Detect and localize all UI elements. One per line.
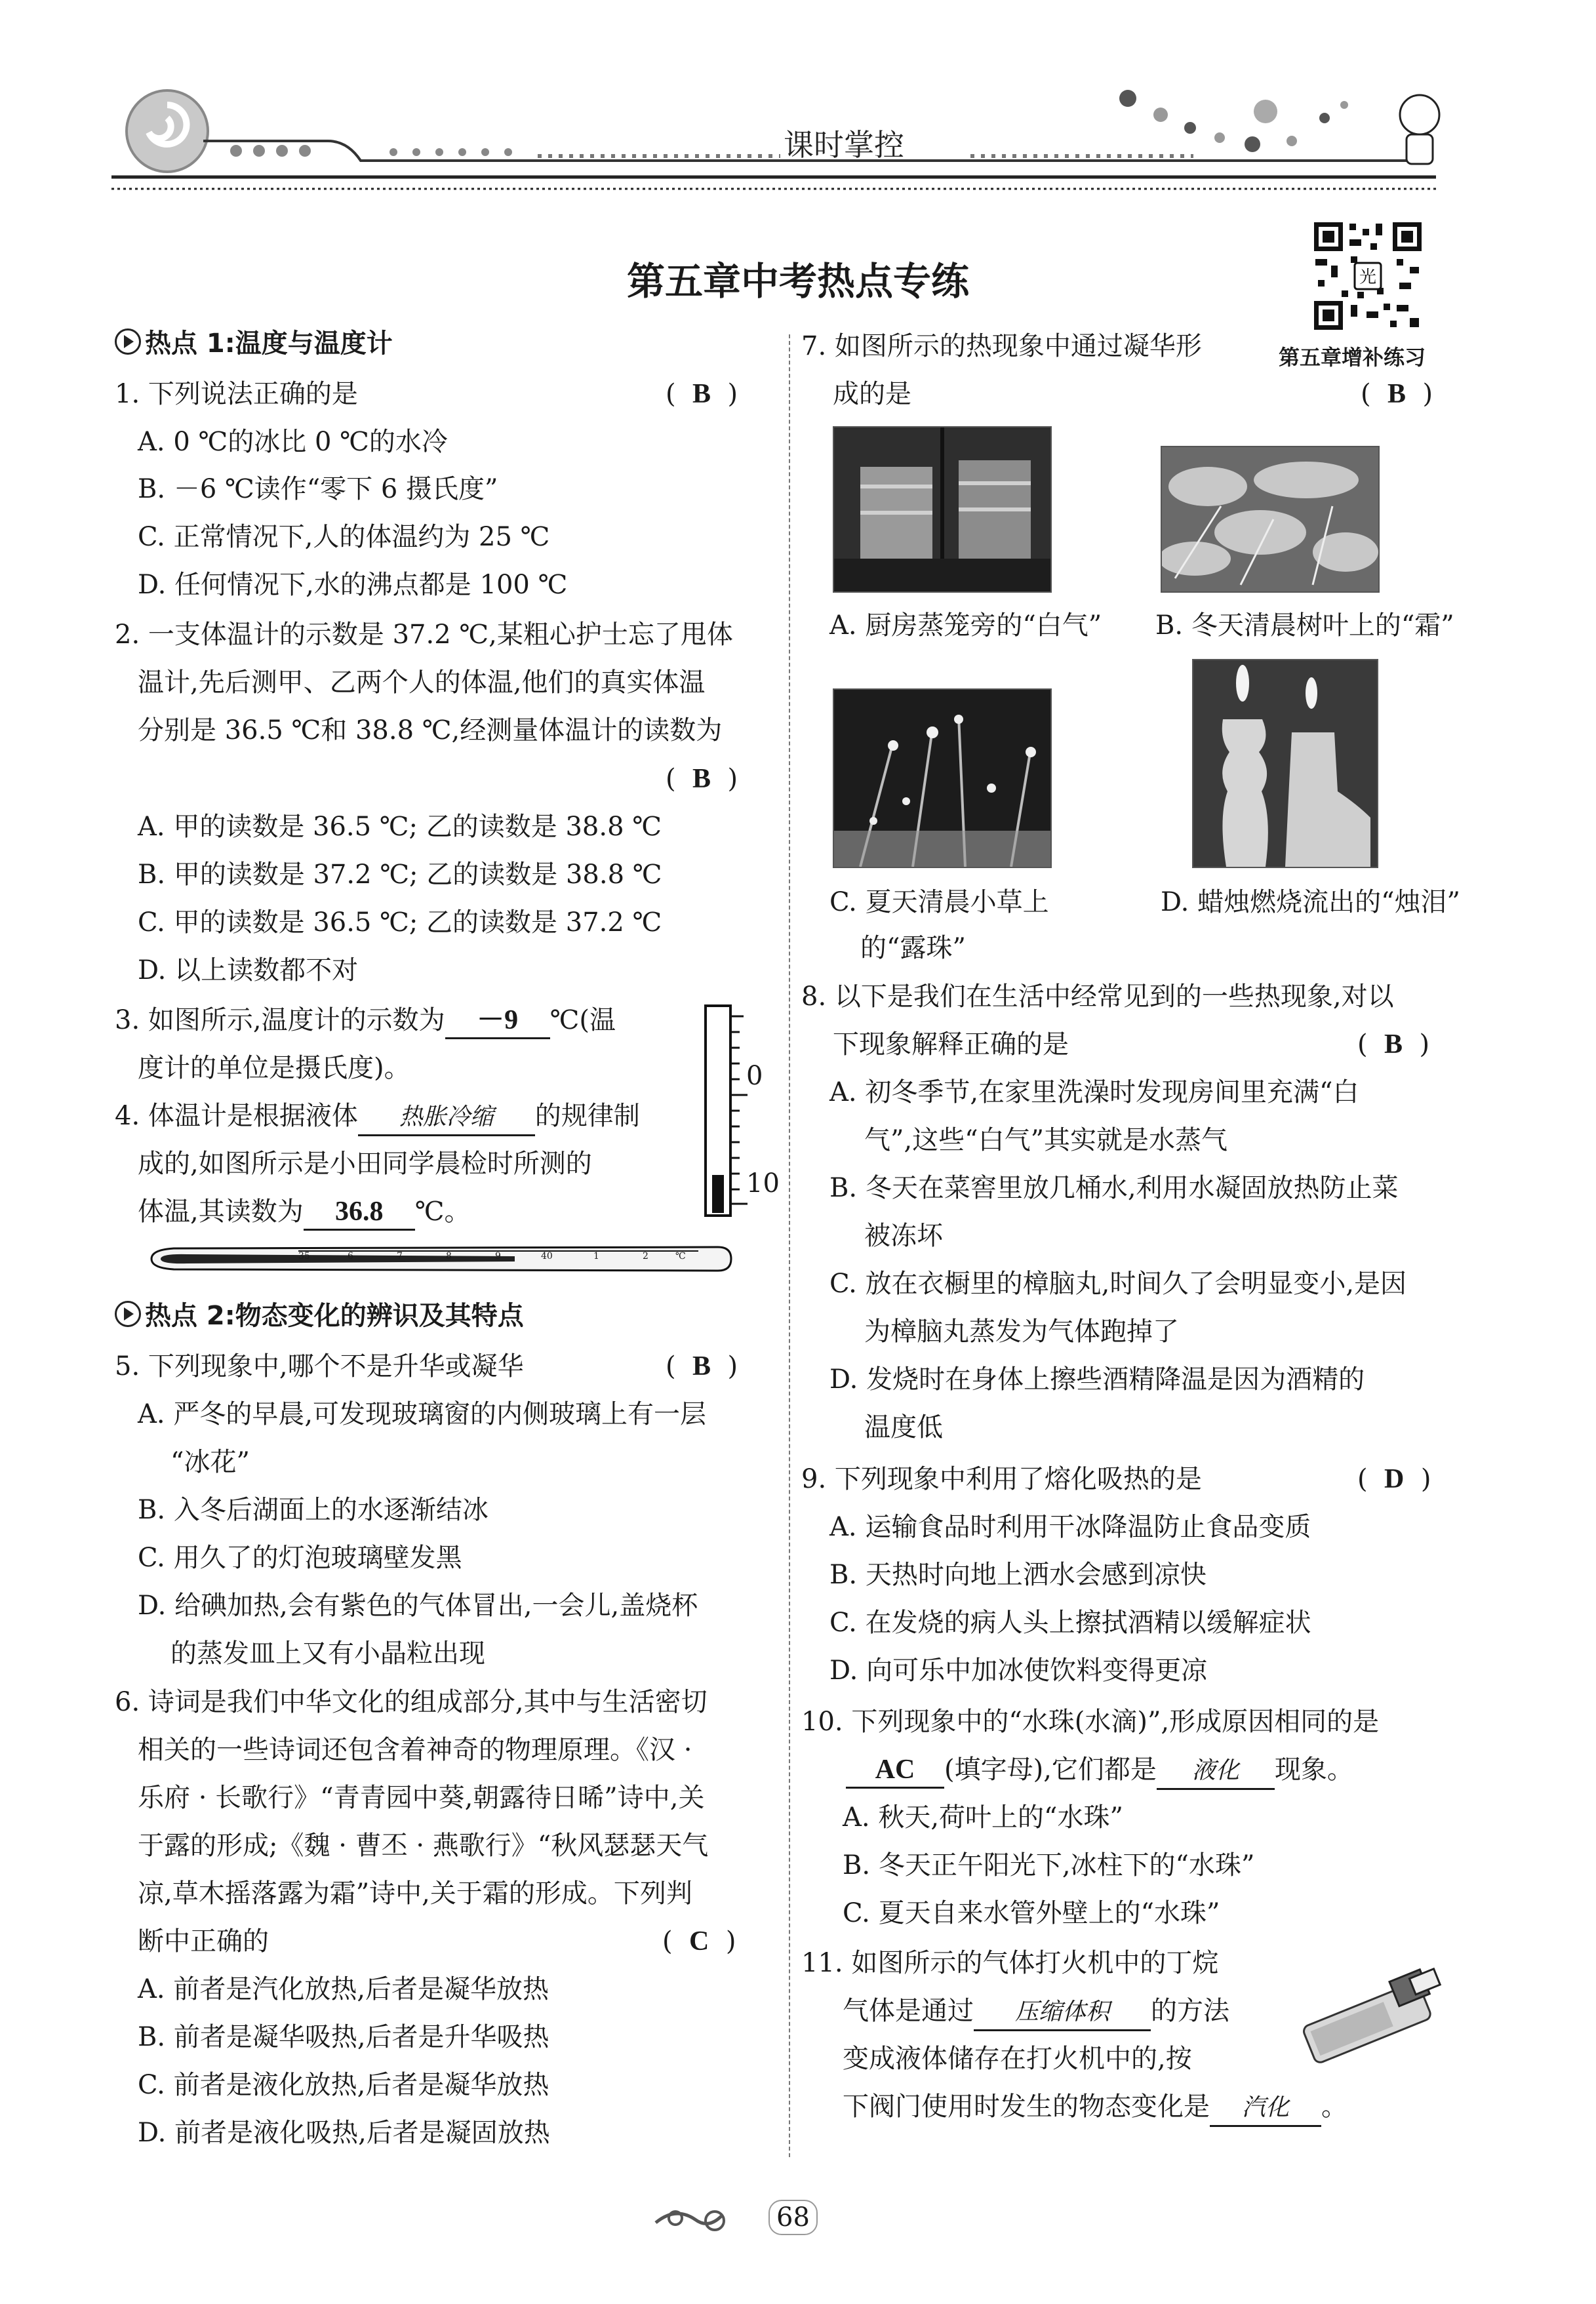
q9-stem: 9. 下列现象中利用了熔化吸热的是 [801,1464,1202,1494]
q7-line2: 成的是 [833,379,911,409]
q11-answer-blank: 压缩体积 [974,1995,1151,2031]
q4-pre: 4. 体温计是根据液体 [115,1101,358,1131]
thermometer-label-top: 0 [746,1061,763,1091]
q10-answer2-blank: 液化 [1157,1754,1275,1790]
q7-line1: 7. 如图所示的热现象中通过凝华形 [801,331,1202,361]
q9-option-c: C. 在发烧的病人头上擦拭酒精以缓解症状 [829,1608,1311,1638]
q6-line6: 断中正确的 [138,1926,269,1956]
q6-option-c: C. 前者是液化放热,后者是凝华放热 [138,2070,549,2100]
q4-line1 [115,1092,640,1140]
dew-drawing [834,690,1050,867]
svg-text:光: 光 [1359,268,1377,287]
q2-option-d: D. 以上读数都不对 [138,955,359,985]
q2-option-a: A. 甲的读数是 36.5 ℃; 乙的读数是 38.8 ℃ [138,812,662,842]
q3-answer-blank: －9 [445,1003,550,1039]
q5-answer: B [692,1351,711,1381]
q11-line2 [843,1987,1229,2035]
q8-answer: B [1384,1029,1403,1060]
photo-candles [1192,659,1378,868]
q1-answer-bracket: ( B ) [666,379,738,409]
photo-frost [1161,446,1380,593]
q10-option-a: A. 秋天,荷叶上的“水珠” [843,1802,1123,1833]
q8-answer-bracket: ( B ) [1357,1029,1430,1060]
page-title: 第五章中考热点专练 [626,259,969,304]
q8-line1: 8. 以下是我们在生活中经常见到的一些热现象,对以 [801,982,1394,1012]
photo-dew [833,688,1052,868]
q3-line2: 度计的单位是摄氏度)。 [138,1053,410,1083]
q10-post: 现象。 [1274,1755,1353,1785]
hotspot1-text: 热点 1:温度与温度计 [145,328,393,359]
q8-option-b-cont: 被冻坏 [864,1221,943,1251]
q11-line1: 11. 如图所示的气体打火机中的丁烷 [801,1948,1219,1978]
q2-answer-bracket: ( B ) [666,764,738,794]
q10-mid: (填字母),它们都是 [944,1755,1157,1785]
clinical-tick-7: 7 [397,1251,403,1261]
column-divider [789,334,790,2157]
q5-stem: 5. 下列现象中,哪个不是升华或凝华 [115,1351,524,1381]
q10-answer-blank: AC [846,1753,944,1789]
q6-line4: 于露的形成;《魏 · 曹丕 · 燕歌行》“秋风瑟瑟天气 [138,1831,709,1861]
clinical-scale [298,1251,698,1273]
q4-line2: 成的,如图所示是小田同学晨检时所测的 [138,1149,592,1179]
candles-drawing [1193,660,1377,867]
q11-line4-pre: 下阀门使用时发生的物态变化是 [843,2092,1210,2122]
q6-option-a: A. 前者是汽化放热,后者是凝华放热 [138,1974,549,2004]
q6-option-d: D. 前者是液化吸热,后者是凝固放热 [138,2118,550,2148]
q9-option-a: A. 运输食品时利用干冰降温防止食品变质 [829,1512,1311,1542]
clinical-unit: ℃ [675,1251,686,1261]
q6-answer-bracket: ( C ) [662,1926,736,1956]
q3-post: ℃(温 [549,1005,616,1035]
q1-option-b: B. －6 ℃读作“零下 6 摄氏度” [138,474,498,504]
q6-line3: 乐府 · 长歌行》“青青园中葵,朝露待日晞”诗中,关 [138,1783,705,1813]
q7-caption-a: A. 厨房蒸笼旁的“白气” [829,610,1102,641]
q7-answer: B [1387,379,1406,409]
q2-option-b: B. 甲的读数是 37.2 ℃; 乙的读数是 38.8 ℃ [138,860,662,890]
q8-option-c: C. 放在衣橱里的樟脑丸,时间久了会明显变小,是因 [829,1269,1407,1299]
q7-caption-c2: 的“露珠” [860,933,966,963]
frost-drawing [1162,447,1378,591]
play-marker-icon [115,1301,141,1327]
q1-answer: B [692,379,711,409]
q2-line3: 分别是 36.5 ℃和 38.8 ℃,经测量体温计的读数为 [138,715,723,745]
q6-option-b: B. 前者是凝华吸热,后者是升华吸热 [138,2022,549,2052]
q11-line4-post: 。 [1321,2092,1347,2122]
header-label: 课时掌控 [784,127,904,163]
qr-caption: 第五章增补练习 [1279,345,1426,370]
q1-option-a: A. 0 ℃的冰比 0 ℃的水冷 [138,427,448,457]
q8-line2: 下现象解释正确的是 [833,1029,1069,1060]
q11-line2-post: 的方法 [1151,1996,1229,2026]
q7-caption-c1: C. 夏天清晨小草上 [829,887,1049,917]
q6-answer: C [689,1926,709,1956]
page-number: 68 [768,2200,818,2235]
q7-caption-d: D. 蜡烛燃烧流出的“烛泪” [1161,887,1460,917]
q8-option-a-cont: 气”,这些“白气”其实就是水蒸气 [864,1125,1228,1155]
q11-answer2-blank: 汽化 [1210,2091,1321,2127]
q6-line1: 6. 诗词是我们中华文化的组成部分,其中与生活密切 [115,1687,708,1717]
q1-option-d: D. 任何情况下,水的沸点都是 100 ℃ [138,570,568,600]
lighter-drawing [1288,1954,1459,2072]
q2-line2: 温计,先后测甲、乙两个人的体温,他们的真实体温 [138,667,706,698]
q1-stem: 1. 下列说法正确的是 [115,379,358,409]
q5-option-b: B. 入冬后湖面上的水逐渐结冰 [138,1495,489,1525]
q5-option-a: A. 严冬的早晨,可发现玻璃窗的内侧玻璃上有一层 [138,1399,707,1429]
q5-option-d: D. 给碘加热,会有紫色的气体冒出,一会儿,盖烧杯 [138,1591,698,1621]
q9-option-b: B. 天热时向地上洒水会感到凉快 [829,1560,1207,1590]
q11-line4 [843,2083,1347,2130]
clinical-tick-1: 1 [593,1251,599,1261]
clinical-tick-2: 2 [643,1251,648,1261]
q10-stem: 10. 下列现象中的“水珠(水滴)”,形成原因相同的是 [801,1707,1380,1737]
q3-pre: 3. 如图所示,温度计的示数为 [115,1005,445,1035]
q4-line3-pre: 体温,其读数为 [138,1197,304,1227]
q4-post: 的规律制 [534,1101,640,1131]
q5-option-a-cont: “冰花” [170,1447,250,1477]
q6-line2: 相关的一些诗词还包含着神奇的物理原理。《汉 · [138,1735,692,1765]
steamer-drawing [834,427,1050,591]
hotspot2-heading [115,1295,524,1332]
q2-option-c: C. 甲的读数是 36.5 ℃; 乙的读数是 37.2 ℃ [138,907,662,938]
q5-option-d-cont: 的蒸发皿上又有小晶粒出现 [170,1639,485,1669]
play-marker-icon [115,328,141,355]
q4-line3-post: ℃。 [414,1197,471,1227]
q8-option-c-cont: 为樟脑丸蒸发为气体跑掉了 [864,1317,1179,1347]
q5-answer-bracket: ( B ) [666,1351,738,1381]
q4-answer2-blank: 36.8 [304,1195,415,1231]
photo-steamer [833,426,1052,593]
q8-option-d: D. 发烧时在身体上擦些酒精降温是因为酒精的 [829,1364,1365,1395]
clinical-tick-8: 8 [446,1251,452,1261]
q5-option-c: C. 用久了的灯泡玻璃壁发黑 [138,1543,462,1573]
hotspot2-text: 热点 2:物态变化的辨识及其特点 [145,1301,524,1331]
q1-option-c: C. 正常情况下,人的体温约为 25 ℃ [138,522,550,552]
q4-line3 [138,1188,470,1235]
q10-option-b: B. 冬天正午阳光下,冰柱下的“水珠” [843,1850,1255,1880]
lighter-figure [1288,1954,1459,2072]
q2-line1: 2. 一支体温计的示数是 37.2 ℃,某粗心护士忘了甩体 [115,620,733,650]
thermometer-label-bottom: 10 [746,1168,780,1199]
clinical-tick-9: 9 [495,1251,501,1261]
q8-option-a: A. 初冬季节,在家里洗澡时发现房间里充满“白 [829,1077,1359,1107]
q8-option-d-cont: 温度低 [864,1412,943,1442]
clinical-tick-6: 6 [348,1251,353,1261]
q2-answer: B [692,764,711,794]
q3-line1 [115,997,616,1044]
q6-line5: 凉,草木摇落露为霜”诗中,关于霜的形成。下列判 [138,1878,692,1909]
q11-line2-pre: 气体是通过 [843,1996,974,2026]
q11-line3: 变成液体储存在打火机中的,按 [843,2044,1192,2074]
q4-answer-blank: 热胀冷缩 [358,1100,535,1136]
q10-line2 [846,1746,1353,1793]
q9-option-d: D. 向可乐中加冰使饮料变得更凉 [829,1656,1208,1686]
hotspot1-heading [115,323,393,360]
q9-answer: D [1384,1464,1405,1494]
q7-answer-bracket: ( B ) [1361,379,1433,409]
q7-caption-b: B. 冬天清晨树叶上的“霜” [1155,610,1454,641]
q8-option-b: B. 冬天在菜窖里放几桶水,利用水凝固放热防止菜 [829,1173,1399,1203]
clinical-tick-35: 35 [298,1251,310,1261]
q9-answer-bracket: ( D ) [1357,1464,1431,1494]
q10-option-c: C. 夏天自来水管外壁上的“水珠” [843,1898,1220,1928]
clinical-tick-40: 40 [541,1251,553,1261]
